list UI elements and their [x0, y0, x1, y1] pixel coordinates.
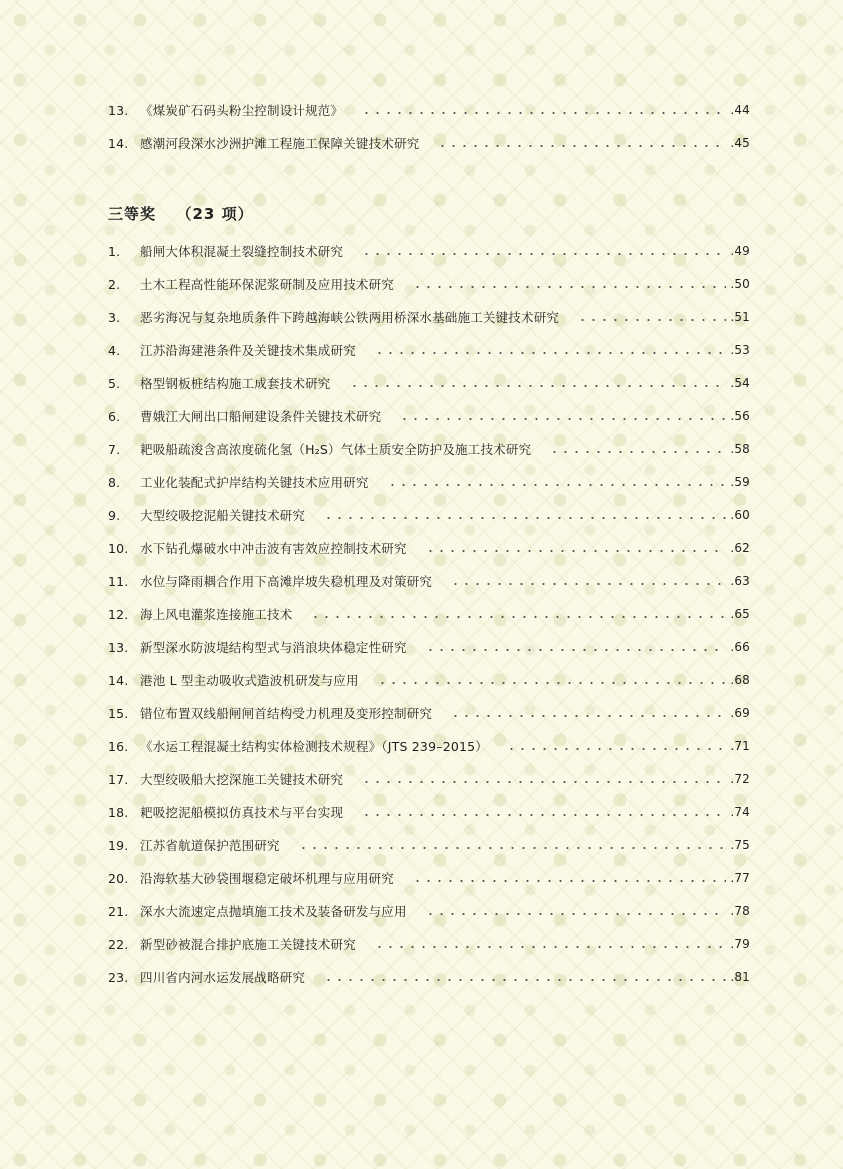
toc-entry[interactable] [108, 406, 750, 426]
toc-entry[interactable] [108, 769, 750, 789]
dot-leader [425, 913, 727, 915]
entry-page-number: .72 [730, 772, 750, 786]
entry-number: 23. [108, 969, 129, 985]
entry-number: 5. [108, 375, 121, 391]
entry-number: 8. [108, 474, 121, 490]
dot-leader [377, 682, 727, 684]
entry-title: 新型砂被混合排护底施工关键技术研究 [140, 937, 356, 952]
toc-entry[interactable] [108, 703, 750, 723]
entry-number: 18. [108, 804, 129, 820]
entry-page-number: .49 [730, 244, 750, 258]
toc-entry[interactable] [108, 670, 750, 690]
dot-leader [374, 352, 726, 354]
toc-entry[interactable] [108, 538, 750, 558]
entry-page-number: .59 [730, 475, 750, 489]
entry-number: 6. [108, 408, 121, 424]
entry-title: 四川省内河水运发展战略研究 [140, 970, 306, 985]
toc-entry[interactable] [108, 868, 750, 888]
entry-title: 恶劣海况与复杂地质条件下跨越海峡公铁两用桥深水基础施工关键技术研究 [140, 310, 560, 325]
entry-title: 土木工程高性能环保泥浆研制及应用技术研究 [140, 277, 395, 292]
entry-page-number: .71 [730, 739, 750, 753]
entry-title: 深水大流速定点抛填施工技术及装备研发与应用 [140, 904, 407, 919]
entry-page-number: .81 [730, 970, 750, 984]
dot-leader [361, 781, 726, 783]
entry-page-number: .74 [730, 805, 750, 819]
dot-leader [387, 484, 727, 486]
dot-leader [374, 946, 726, 948]
entry-number: 19. [108, 837, 129, 853]
toc-entry[interactable] [108, 901, 750, 921]
dot-leader [425, 649, 727, 651]
dot-leader [412, 880, 726, 882]
entry-page-number: .54 [730, 376, 750, 390]
entry-title: 新型深水防波堤结构型式与消浪块体稳定性研究 [140, 640, 407, 655]
toc-entry[interactable] [108, 802, 750, 822]
entry-number: 12. [108, 606, 129, 622]
entry-title: 错位布置双线船闸闸首结构受力机理及变形控制研究 [140, 706, 433, 721]
toc-entry[interactable] [108, 505, 750, 525]
entry-page-number: .79 [730, 937, 750, 951]
entry-number: 13. [108, 639, 129, 655]
entry-number: 17. [108, 771, 129, 787]
toc-entry[interactable] [108, 307, 750, 327]
dot-leader [577, 319, 726, 321]
toc-entry[interactable] [108, 241, 750, 261]
section-count: （23 项） [176, 205, 254, 223]
entry-number: 10. [108, 540, 129, 556]
entry-page-number: .77 [730, 871, 750, 885]
toc-entry[interactable] [108, 340, 750, 360]
entry-page-number: .50 [730, 277, 750, 291]
toc-entry[interactable] [108, 472, 750, 492]
entry-number: 14. [108, 135, 129, 151]
entry-number: 22. [108, 936, 129, 952]
entry-number: 14. [108, 672, 129, 688]
dot-leader [361, 253, 726, 255]
dot-leader [506, 748, 726, 750]
entry-title: 大型绞吸船大挖深施工关键技术研究 [140, 772, 344, 787]
entry-page-number: .78 [730, 904, 750, 918]
toc-entry[interactable] [108, 274, 750, 294]
entry-title: 水位与降雨耦合作用下高滩岸坡失稳机理及对策研究 [140, 574, 433, 589]
toc-entry[interactable] [108, 736, 750, 756]
dot-leader [549, 451, 726, 453]
entry-page-number: .51 [730, 310, 750, 324]
entry-title: 工业化装配式护岸结构关键技术应用研究 [140, 475, 369, 490]
entry-title: 江苏沿海建港条件及关键技术集成研究 [140, 343, 356, 358]
entry-page-number: .68 [730, 673, 750, 687]
toc-entry[interactable] [108, 439, 750, 459]
entry-title: 大型绞吸挖泥船关键技术研究 [140, 508, 306, 523]
entry-page-number: .63 [730, 574, 750, 588]
dot-leader [412, 286, 726, 288]
entry-page-number: .53 [730, 343, 750, 357]
dot-leader [399, 418, 726, 420]
entry-page-number: .56 [730, 409, 750, 423]
dot-leader [437, 145, 726, 147]
entry-number: 4. [108, 342, 121, 358]
entry-title: 耙吸挖泥船模拟仿真技术与平台实现 [140, 805, 344, 820]
entry-number: 20. [108, 870, 129, 886]
entry-title: 格型钢板桩结构施工成套技术研究 [140, 376, 331, 391]
dot-leader [323, 517, 726, 519]
entry-number: 11. [108, 573, 129, 589]
entry-title: 港池 L 型主动吸收式造波机研发与应用 [140, 673, 359, 688]
entry-page-number: .69 [730, 706, 750, 720]
toc-entry[interactable] [108, 571, 750, 591]
section-heading [108, 203, 254, 224]
dot-leader [349, 385, 727, 387]
dot-leader [361, 814, 726, 816]
entry-page-number: .62 [730, 541, 750, 555]
entry-title: 《煤炭矿石码头粉尘控制设计规范》 [140, 103, 344, 118]
dot-leader [425, 550, 727, 552]
entry-number: 3. [108, 309, 121, 325]
dot-leader [361, 112, 726, 114]
toc-entry[interactable] [108, 373, 750, 393]
entry-page-number: .44 [730, 103, 750, 117]
dot-leader [298, 847, 727, 849]
toc-entry[interactable] [108, 967, 750, 987]
toc-entry[interactable] [108, 100, 750, 120]
entry-page-number: .66 [730, 640, 750, 654]
entry-number: 15. [108, 705, 129, 721]
toc-entry[interactable] [108, 637, 750, 657]
toc-entry[interactable] [108, 133, 750, 153]
toc-entry[interactable] [108, 934, 750, 954]
entry-page-number: .75 [730, 838, 750, 852]
entry-title: 耙吸船疏浚含高浓度硫化氢（H₂S）气体土质安全防护及施工技术研究 [140, 442, 532, 457]
entry-number: 9. [108, 507, 121, 523]
entry-title: 海上风电灌浆连接施工技术 [140, 607, 293, 622]
toc-entry[interactable] [108, 835, 750, 855]
entry-number: 7. [108, 441, 121, 457]
entry-page-number: .65 [730, 607, 750, 621]
dot-leader [323, 979, 726, 981]
entry-title: 感潮河段深水沙洲护滩工程施工保障关键技术研究 [140, 136, 420, 151]
entry-page-number: .58 [730, 442, 750, 456]
entry-number: 1. [108, 243, 121, 259]
entry-title: 水下钻孔爆破水中冲击波有害效应控制技术研究 [140, 541, 407, 556]
entry-number: 16. [108, 738, 129, 754]
entry-title: 船闸大体积混凝土裂缝控制技术研究 [140, 244, 344, 259]
dot-leader [450, 583, 726, 585]
entry-number: 21. [108, 903, 129, 919]
toc-entry[interactable] [108, 604, 750, 624]
dot-leader [310, 616, 726, 618]
entry-page-number: .60 [730, 508, 750, 522]
entry-number: 13. [108, 102, 129, 118]
dot-leader [450, 715, 726, 717]
entry-title: 《水运工程混凝土结构实体检测技术规程》（JTS 239–2015） [140, 739, 489, 754]
entry-title: 曹娥江大闸出口船闸建设条件关键技术研究 [140, 409, 382, 424]
entry-title: 江苏省航道保护范围研究 [140, 838, 280, 853]
section-title: 三等奖 [108, 205, 157, 223]
entry-number: 2. [108, 276, 121, 292]
entry-page-number: .45 [730, 136, 750, 150]
entry-title: 沿海软基大砂袋围堰稳定破坏机理与应用研究 [140, 871, 395, 886]
